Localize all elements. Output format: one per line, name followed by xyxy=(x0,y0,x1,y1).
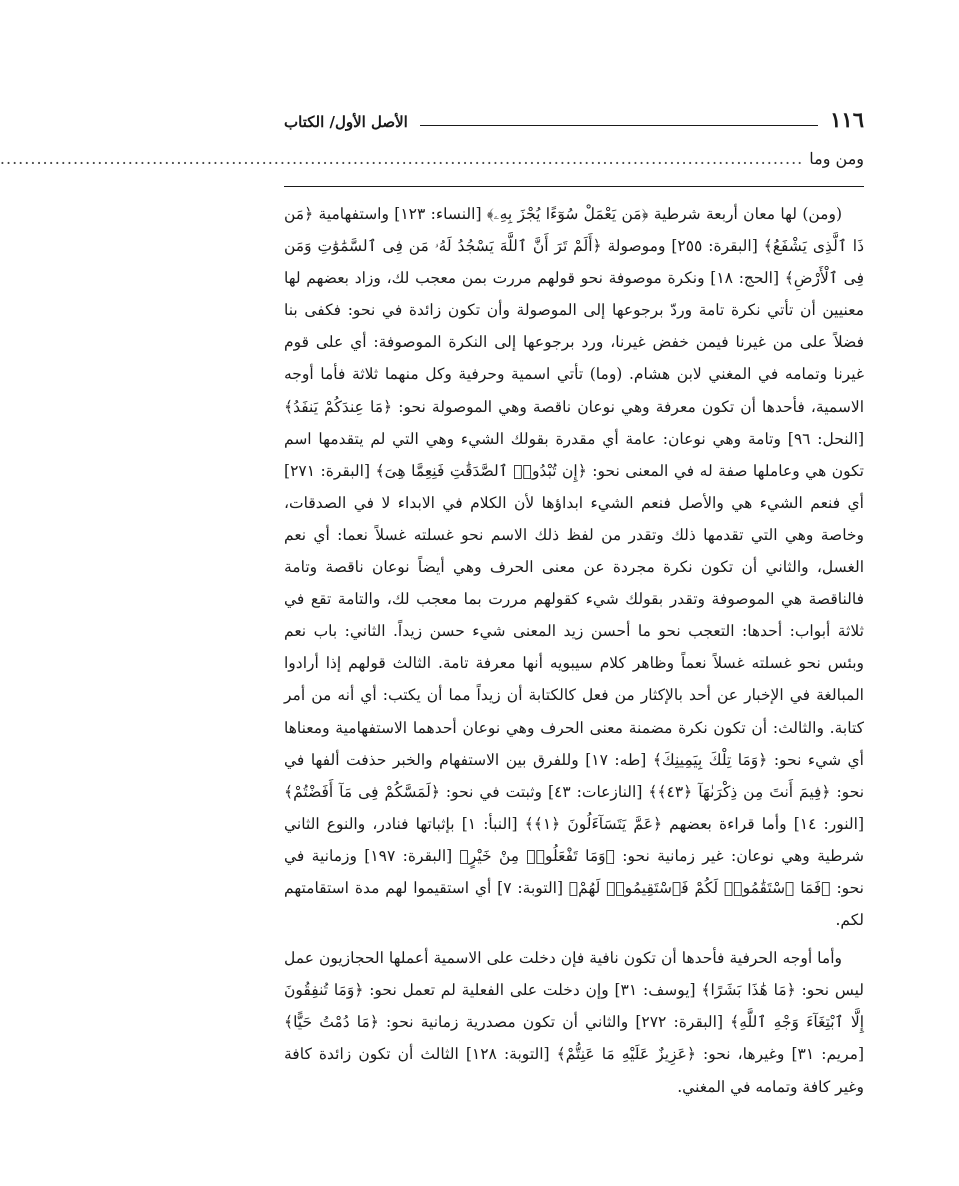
leader-dots: .................................................................................................................................... xyxy=(0,149,804,168)
body-text xyxy=(284,198,864,1103)
header-rule xyxy=(420,125,818,126)
topic-divider xyxy=(284,186,864,187)
paragraph-harfiyya: وأما أوجه الحرفية فأحدها أن تكون نافية فإن دخلت على الاسمية أعملها الحجازيون عمل ليس نحو: ﴿مَا هَٰذَا بَشَرًا﴾ [يوسف: ٣١] وإن دخلت على الفعلية لم تعمل نحو: ﴿وَمَا تُنفِقُونَ إِلَّا ٱبْتِغَآءَ وَجْهِ ٱللَّهِ﴾ [البقرة: ٢٧٢] والثاني أن تكون مصدرية زمانية نحو: ﴿مَا دُمْتُ حَيًّا﴾ [مريم: ٣١] وغيرها، نحو: ﴿عَزِيزٌ عَلَيْهِ مَا عَنِتُّمْ﴾ [التوبة: ١٢٨] الثالث أن تكون زائدة كافة وغير كافة وتمامه في المغني. xyxy=(284,949,864,1096)
topic-heading xyxy=(0,145,864,173)
running-header xyxy=(284,100,864,130)
page-number: ١١٦ xyxy=(830,107,864,132)
section-title: الأصل الأول/ الكتاب xyxy=(284,113,408,131)
topic-title: ومن وما xyxy=(809,149,864,168)
paragraph-man-wa-ma: (ومن) لها معان أربعة شرطية ﴿مَن يَعْمَلْ سُوٓءًا يُجْزَ بِهِۦ﴾ [النساء: ١٢٣] واستفهامية ﴿مَن ذَا ٱلَّذِى يَشْفَعُ﴾ [البقرة: ٢٥٥] وموصولة ﴿أَلَمْ تَرَ أَنَّ ٱللَّهَ يَسْجُدُ لَهُۥ مَن فِى ٱلسَّمَٰوَٰتِ وَمَن فِى ٱلْأَرْضِ﴾ [الحج: ١٨] ونكرة موصوفة نحو قولهم مررت بمن معجب لك، وزاد بعضهم لها معنيين أن تأتي نكرة تامة وردّ برجوعها إلى الموصولة وأن تكون زائدة في نحو: فكفى بنا فضلاً على من غيرنا فيمن خفض غيرنا، ورد برجوعها إلى النكرة الموصوفة: أي على قوم غيرنا وتمامه في المغني لابن هشام. (وما) تأتي اسمية وحرفية وكل منهما ثلاثة فأما أوجه الاسمية، فأحدها أن تكون معرفة وهي نوعان ناقصة وهي الموصولة نحو: ﴿مَا عِندَكُمْ يَنفَدُ﴾ [النحل: ٩٦] وتامة وهي نوعان: عامة أي مقدرة بقولك الشيء وهي التي لم يتقدمها اسم تكون هي وعاملها صفة له في المعنى نحو: ﴿إِن تُبْدُوا۟ ٱلصَّدَقَٰتِ فَنِعِمَّا هِىَ﴾ [البقرة: ٢٧١] أي فنعم الشيء هي والأصل فنعم الشيء ابداؤها لأن الكلام في الابداء لا في الصدقات، وخاصة وهي التي تقدمها ذلك وتقدر من لفظ ذلك الاسم نحو غسلته غسلاً نعما: أي نعم الغسل، والثاني أن تكون نكرة مجردة عن معنى الحرف وهي أيضاً نوعان ناقصة وتامة فالناقصة هي الموصوفة وتقدر بقولك شيء كقولهم مررت بما معجب لك، والتامة تقع في ثلاثة أبواب: أحدها: التعجب نحو ما أحسن زيد المعنى شيء حسن زيداً. الثاني: باب نعم وبئس نحو غسلته غسلاً نعماً وظاهر كلام سيبويه أنها معرفة تامة. الثالث قولهم إذا أرادوا المبالغة في الإخبار عن أحد بالإكثار من فعل كالكتابة أن زيداً مما أن يكتب: أي أنه من أمر كتابة. والثالث: أن تكون نكرة مضمنة معنى الحرف وهي نوعان أحدهما الاستفهامية ومعناها أي شيء نحو: ﴿وَمَا تِلْكَ بِيَمِينِكَ﴾ [طه: ١٧] وللفرق بين الاستفهام والخبر حذفت ألفها في نحو: ﴿فِيمَ أَنتَ مِن ذِكْرَىٰهَآ ﴿٤٣﴾﴾ [النازعات: ٤٣] وثبتت في نحو: ﴿لَمَسَّكُمْ فِى مَآ أَفَضْتُمْ﴾ [النور: ١٤] وأما قراءة بعضهم ﴿عَمَّ يَتَسَآءَلُونَ ﴿١﴾﴾ [النبأ: ١] بإثباتها فنادر، والنوع الثاني شرطية وهي نوعان: غير زمانية نحو: ﴿وَمَا تَفْعَلُوا۟ مِنْ خَيْرٍ﴾ [البقرة: ١٩٧] وزمانية في نحو: ﴿فَمَا ٱسْتَقَٰمُوا۟ لَكُمْ فَٱسْتَقِيمُوا۟ لَهُمْ﴾ [التوبة: ٧] أي استقيموا لهم مدة استقامتهم لكم. xyxy=(284,205,865,930)
